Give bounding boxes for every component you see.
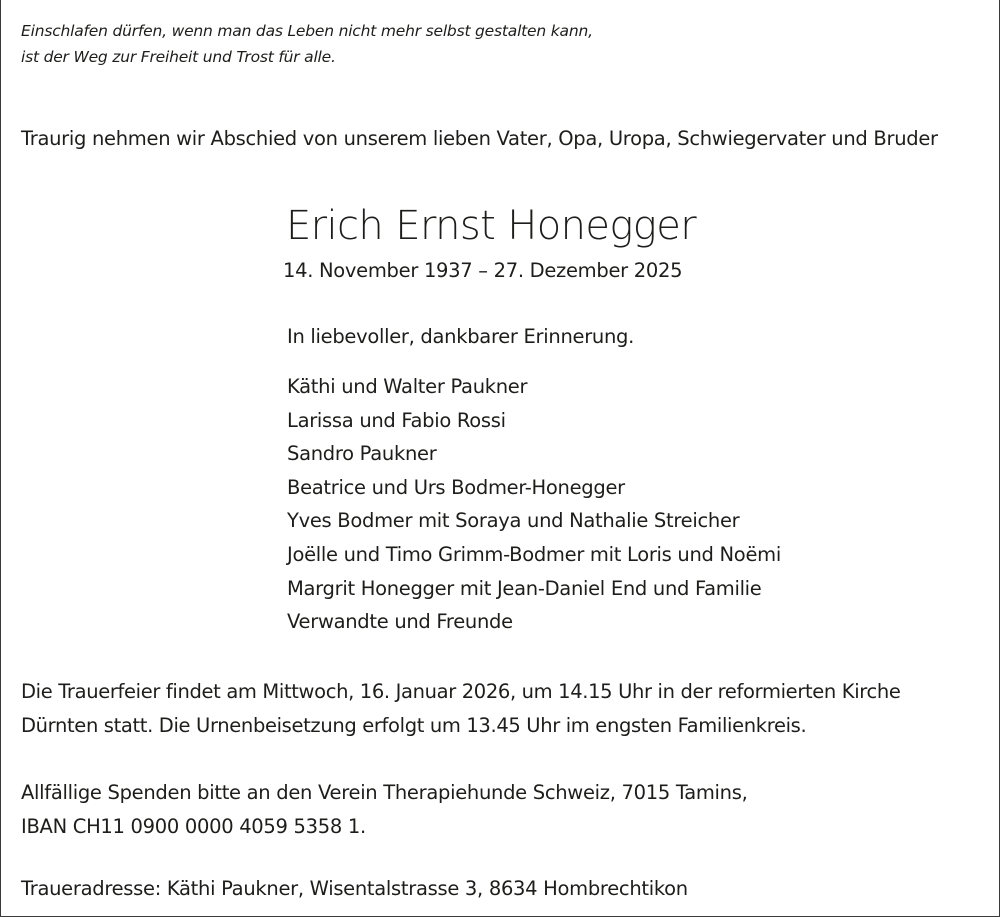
intro-text: Traurig nehmen wir Abschied von unserem lieben Vater, Opa, Uropa, Schwiegervater und Bruder: [21, 127, 938, 150]
motto-line-2: ist der Weg zur Freiheit und Trost für alle.: [21, 48, 336, 66]
deceased-name: Erich Ernst Honegger: [286, 203, 697, 249]
ceremony-info: [21, 675, 901, 743]
ceremony-line-2: Dürnten statt. Die Urnenbeisetzung erfolgt um 13.45 Uhr im engsten Familienkreis.: [21, 714, 807, 737]
donation-line-1: Allfällige Spenden bitte an den Verein Therapiehunde Schweiz, 7015 Tamins,: [21, 781, 748, 804]
life-dates: 14. November 1937 – 27. Dezember 2025: [283, 259, 683, 282]
remembrance-text: In liebevoller, dankbarer Erinnerung.: [287, 325, 635, 348]
mourner-item: Käthi und Walter Paukner: [287, 375, 528, 398]
donation-line-2: IBAN CH11 0900 0000 4059 5358 1.: [21, 815, 366, 838]
mourners-list: [287, 370, 781, 639]
mourner-item: Joëlle und Timo Grimm-Bodmer mit Loris und Noëmi: [287, 542, 781, 566]
mourner-item: Sandro Paukner: [287, 442, 437, 466]
motto-line-1: Einschlafen dürfen, wenn man das Leben nicht mehr selbst gestalten kann,: [21, 22, 593, 40]
ceremony-line-1: Die Trauerfeier findet am Mittwoch, 16. Januar 2026, um 14.15 Uhr in der reformierten Kirche: [21, 680, 901, 703]
donation-info: [21, 776, 748, 844]
mourner-item: Verwandte und Freunde: [287, 610, 513, 634]
mourning-address: Traueradresse: Käthi Paukner, Wisentalstrasse 3, 8634 Hombrechtikon: [21, 877, 688, 900]
mourner-item: Margrit Honegger mit Jean-Daniel End und Familie: [287, 576, 762, 600]
mourner-item: Beatrice und Urs Bodmer-Honegger: [287, 475, 625, 499]
mourner-item: Yves Bodmer mit Soraya und Nathalie Streicher: [287, 509, 740, 533]
mourner-item: Larissa und Fabio Rossi: [287, 408, 506, 432]
motto-quote: [21, 18, 593, 70]
